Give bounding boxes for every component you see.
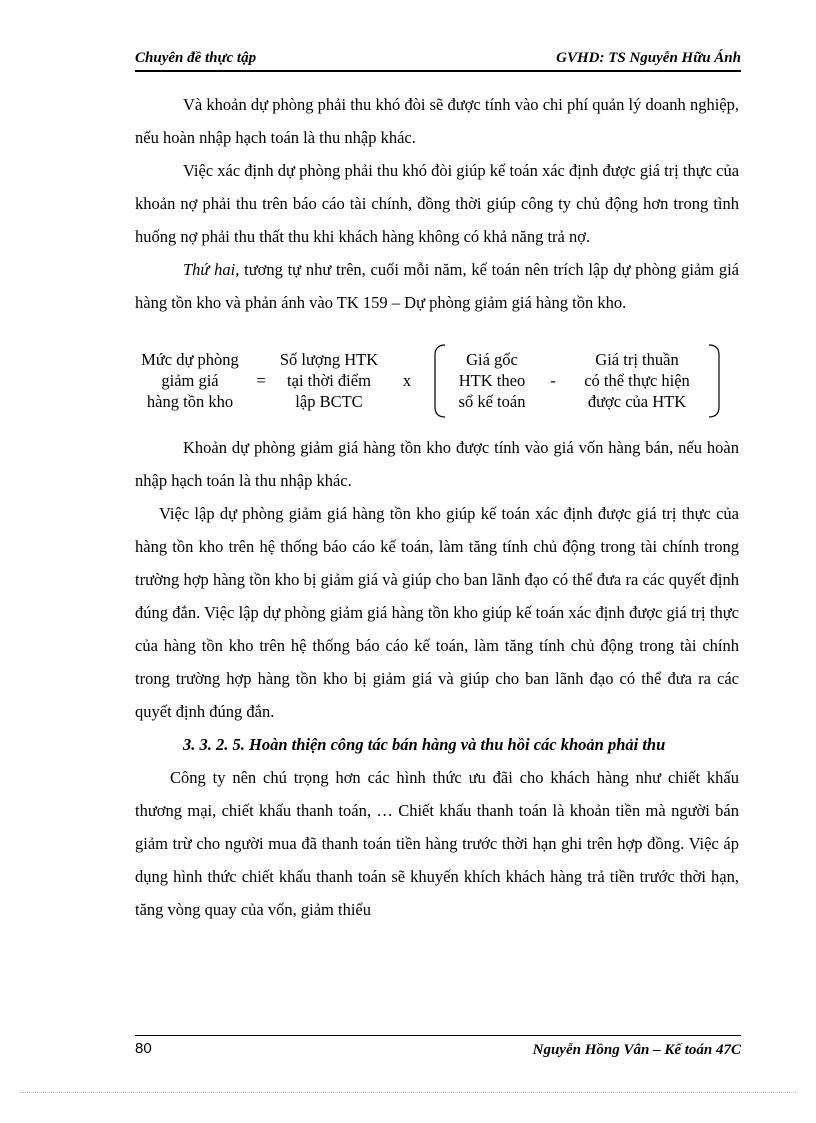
formula-text: lập BCTC [295, 392, 363, 411]
page-header [135, 48, 741, 72]
formula-times: x [402, 371, 412, 390]
formula-result [135, 349, 245, 412]
footer-author: Nguyễn Hồng Vân – Kế toán 47C [532, 1042, 741, 1058]
formula-text: sổ kế toán [458, 392, 526, 411]
paragraph-lead: Thứ hai, [183, 260, 240, 279]
right-bracket-icon [707, 343, 721, 419]
formula-text: có thể thực hiện [584, 371, 690, 390]
left-bracket-icon [433, 343, 447, 419]
page-footer [135, 1035, 741, 1066]
formula-text: Giá trị thuần [595, 350, 679, 369]
formula-original-cost [447, 349, 537, 412]
paragraph: Công ty nên chú trọng hơn các hình thức ưu đãi cho khách hàng như chiết khấu thương mại, chiết khấu thanh toán, … Chiết khấu thanh toán là khoản tiền mà người bán giảm trừ cho người mua đã thanh toán tiền hàng trước thời hạn ghi trên hợp đồng. Việc áp dụng hình thức chiết khấu thanh toán sẽ khuyến khích khách hàng trả tiền trước thời hạn, tăng vòng quay của vốn, giảm thiểu [135, 768, 739, 919]
formula-text: Mức dự phòng [141, 350, 239, 369]
page-number: 80 [135, 1040, 152, 1057]
formula-equals: = [256, 371, 266, 390]
paragraph: Và khoản dự phòng phải thu khó đòi sẽ được tính vào chi phí quản lý doanh nghiệp, nếu hoàn nhập hạch toán là thu nhập khác. [135, 95, 739, 147]
formula-text: Giá gốc [466, 350, 518, 369]
paragraph [135, 253, 739, 319]
formula-text: hàng tồn kho [146, 392, 234, 411]
formula-text: HTK theo [458, 371, 526, 390]
formula-quantity [269, 349, 389, 412]
header-supervisor: GVHD: TS Nguyễn Hữu Ánh [556, 50, 741, 66]
formula-minus: - [550, 371, 556, 390]
paragraph-rest: tương tự như trên, cuối mỗi năm, kế toán nên trích lập dự phòng giảm giá hàng tồn kho và phản ánh vào TK 159 – Dự phòng giảm giá hàng tồn kho. [135, 260, 739, 312]
paragraph: Việc lập dự phòng giảm giá hàng tồn kho giúp kế toán xác định được giá trị thực của hàng tồn kho trên hệ thống báo cáo kế toán, làm tăng tính chủ động trong tài chính trong trường hợp hàng tồn kho bị giảm giá và giúp cho ban lãnh đạo có thể đưa ra các quyết định đúng đắn. Việc lập dự phòng giảm giá hàng tồn kho giúp kế toán xác định được giá trị thực của hàng tồn kho trên hệ thống báo cáo kế toán, làm tăng tính chủ động trong tài chính trong trường hợp hàng tồn kho bị giảm giá và giúp cho ban lãnh đạo có thể đưa ra các quyết định đúng đắn. [135, 504, 739, 721]
formula-text: được của HTK [587, 392, 687, 411]
page-body [135, 88, 739, 926]
header-title: Chuyên đề thực tập [135, 50, 257, 66]
formula-text: Số lượng HTK [279, 350, 379, 369]
formula-text: tại thời điểm [287, 371, 371, 390]
page-edge-divider [20, 1092, 796, 1093]
paragraph: Việc xác định dự phòng phải thu khó đòi giúp kế toán xác định được giá trị thực của khoản nợ phải thu trên báo cáo tài chính, đồng thời giúp công ty chủ động hơn trong tình huống nợ phải thu thất thu khi khách hàng không có khả năng trả nợ. [135, 161, 740, 246]
section-heading: 3. 3. 2. 5. Hoàn thiện công tác bán hàng và thu hồi các khoản phải thu [183, 735, 666, 754]
formula-text: giảm giá [161, 371, 219, 390]
paragraph: Khoản dự phòng giảm giá hàng tồn kho được tính vào giá vốn hàng bán, nếu hoàn nhập hạch toán là thu nhập khác. [135, 438, 739, 490]
inventory-provision-formula [135, 339, 739, 419]
formula-net-realizable [569, 349, 705, 412]
